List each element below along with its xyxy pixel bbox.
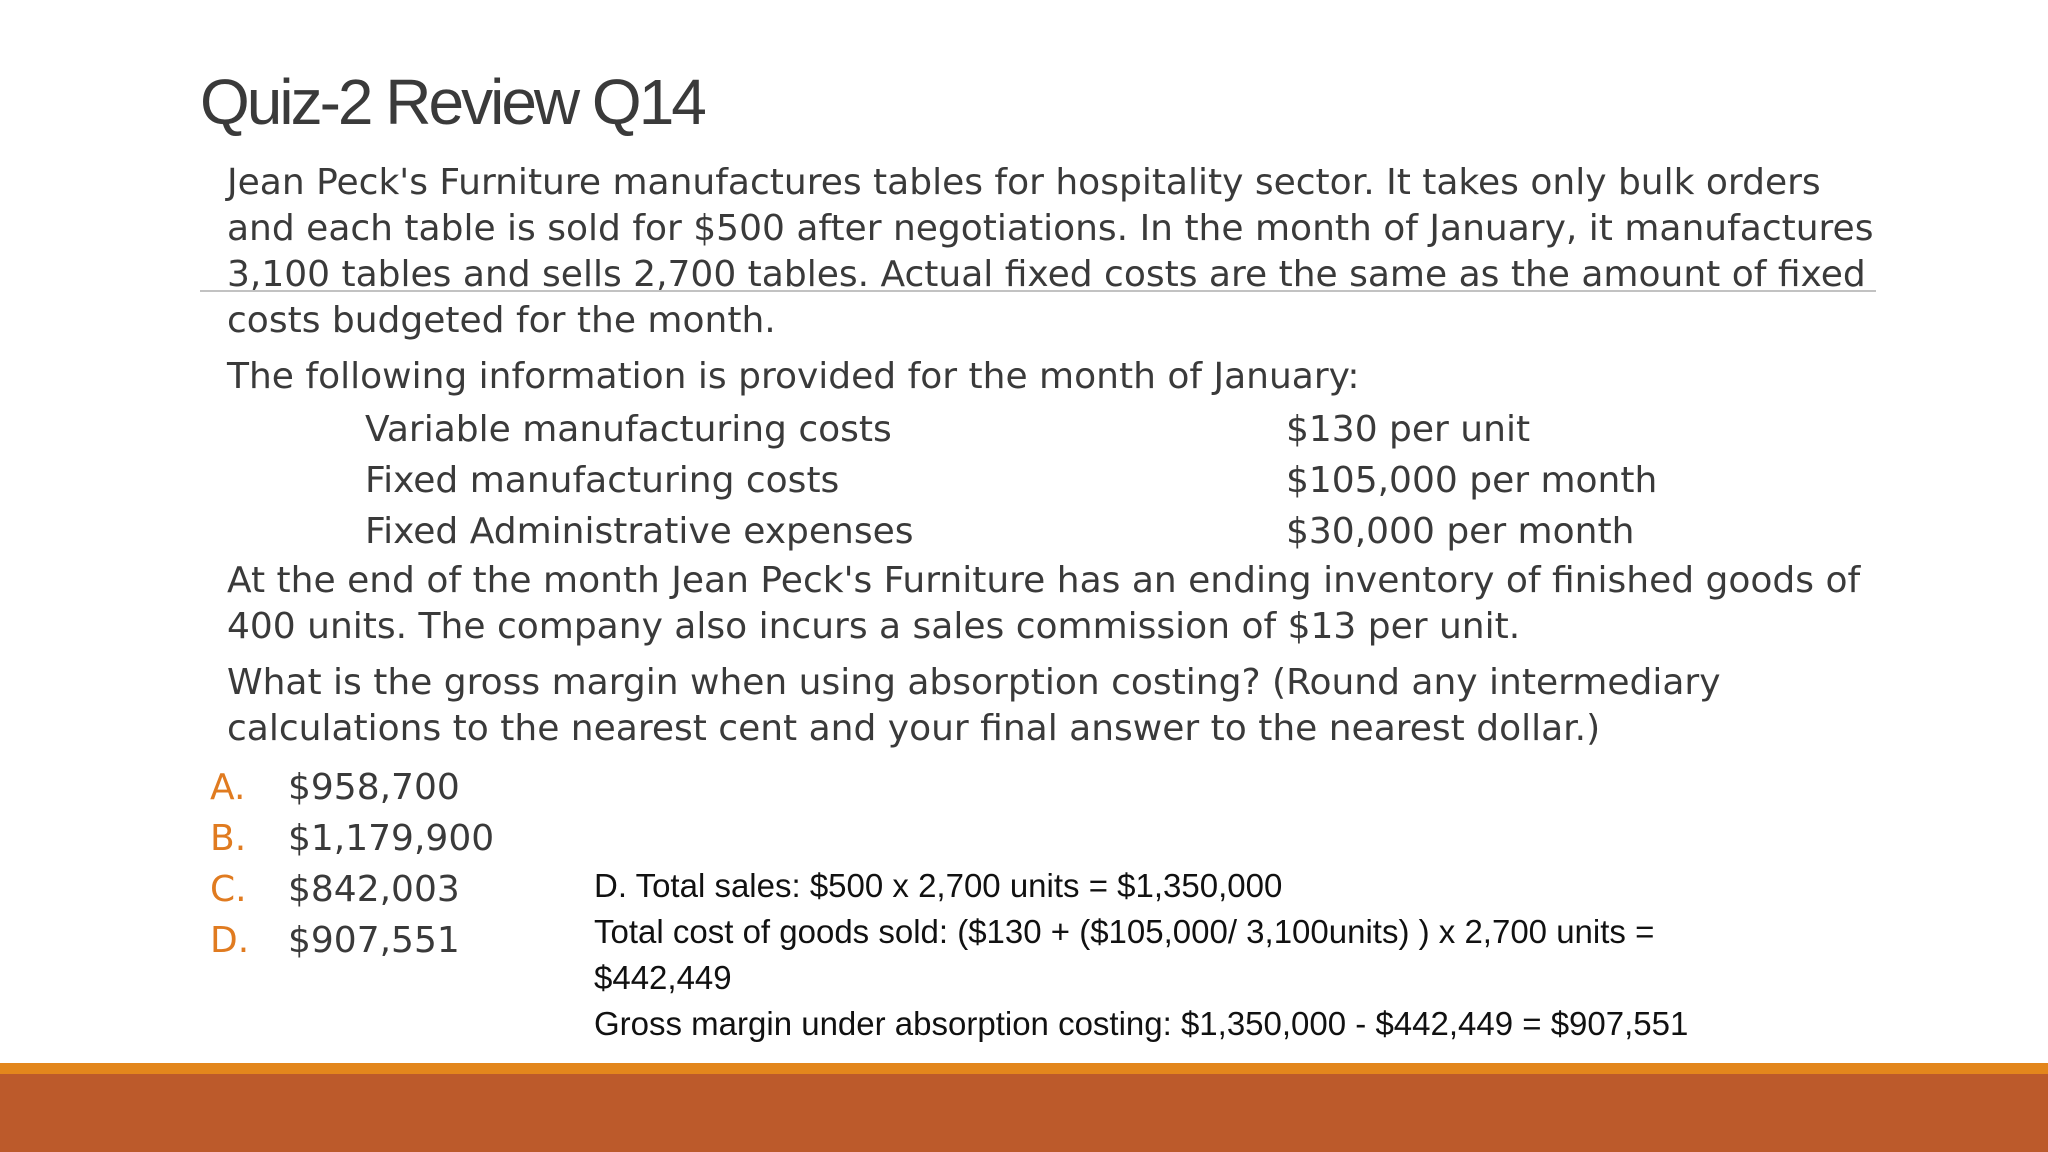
option-value: $842,003 <box>288 869 460 910</box>
option-letter: A. <box>210 767 246 808</box>
cost-label: Variable manufacturing costs <box>365 409 892 450</box>
cost-value: $30,000 per month <box>1286 511 1635 552</box>
footer-band <box>0 1074 2048 1152</box>
answer-option-a <box>210 762 610 813</box>
solution-line: $442,449 <box>594 959 732 996</box>
intro-paragraph: Jean Peck's Furniture manufactures tables for hospitality sector. It takes only bulk orders and each table is sold for $500 after negotiations. In the month of January, it manufactures 3,100 tables and sells 2,700 tables. Actual fixed costs are the same as the amount of fixed costs budgeted for the month. <box>227 162 1874 341</box>
option-value: $958,700 <box>288 767 460 808</box>
option-value: $1,179,900 <box>288 818 495 859</box>
answer-option-d <box>210 915 610 966</box>
info-lead-text: The following information is provided for the month of January: <box>227 356 1360 397</box>
footer-accent-line <box>0 1063 2048 1074</box>
solution-line: Gross margin under absorption costing: $1,350,000 - $442,449 = $907,551 <box>594 1005 1689 1042</box>
inventory-paragraph: At the end of the month Jean Peck's Furniture has an ending inventory of finished goods of 400 units. The company also incurs a sales commission of $13 per unit. <box>227 560 1861 647</box>
option-letter: B. <box>210 818 247 859</box>
question-paragraph: What is the gross margin when using absorption costing? (Round any intermediary calculations to the nearest cent and your final answer to the nearest dollar.) <box>227 662 1721 749</box>
cost-row <box>0 404 2048 455</box>
answer-option-c <box>210 864 610 915</box>
option-value: $907,551 <box>288 920 460 961</box>
slide-title: Quiz-2 Review Q14 <box>200 66 704 138</box>
cost-value: $130 per unit <box>1286 409 1531 450</box>
cost-label: Fixed manufacturing costs <box>365 460 840 501</box>
solution-line: D. Total sales: $500 x 2,700 units = $1,350,000 <box>594 867 1283 904</box>
cost-row <box>0 455 2048 506</box>
cost-label: Fixed Administrative expenses <box>365 511 914 552</box>
solution-line: Total cost of goods sold: ($130 + ($105,000/ 3,100units) ) x 2,700 units = <box>594 913 1655 950</box>
answer-option-b <box>210 813 610 864</box>
option-letter: D. <box>210 920 250 961</box>
cost-value: $105,000 per month <box>1286 460 1658 501</box>
option-letter: C. <box>210 869 247 910</box>
cost-row <box>0 506 2048 557</box>
